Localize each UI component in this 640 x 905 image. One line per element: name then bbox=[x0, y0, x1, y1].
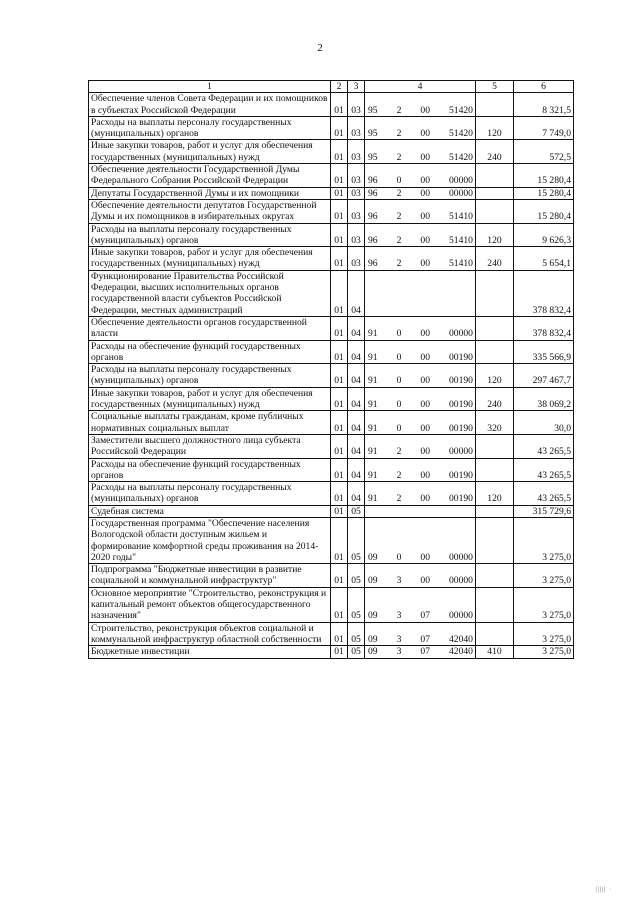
target-article-part-1: 95 bbox=[368, 104, 378, 116]
row-section-code: 01 bbox=[331, 587, 348, 622]
target-article-part-3: 00 bbox=[420, 493, 430, 505]
target-article-code-parts bbox=[365, 211, 475, 222]
target-article-part-3: 00 bbox=[420, 328, 430, 340]
row-section-code: 01 bbox=[331, 116, 348, 140]
row-amount: 3 275,0 bbox=[514, 517, 574, 563]
target-article-part-2: 3 bbox=[396, 575, 402, 587]
row-section-code: 01 bbox=[331, 482, 348, 506]
target-article-part-1: 95 bbox=[368, 151, 378, 163]
target-article-part-3: 00 bbox=[420, 446, 430, 458]
row-name: Обеспечение членов Совета Федерации и их помощников в субъектах Российской Федерации bbox=[89, 93, 331, 117]
row-expense-type-code: 120 bbox=[476, 223, 514, 247]
target-article-part-2: 2 bbox=[396, 104, 402, 116]
row-expense-type-code bbox=[476, 434, 514, 458]
target-article-part-3: 00 bbox=[420, 422, 430, 434]
target-article-part-4: 00000 bbox=[448, 610, 473, 622]
target-article-part-2: 2 bbox=[396, 211, 402, 223]
target-article-part-2: 3 bbox=[396, 646, 402, 658]
row-subsection-code: 03 bbox=[348, 116, 365, 140]
target-article-part-2: 2 bbox=[396, 469, 402, 481]
row-target-article-code bbox=[365, 622, 476, 646]
row-section-code: 01 bbox=[331, 646, 348, 658]
target-article-part-4: 42040 bbox=[448, 646, 473, 658]
table-row bbox=[89, 223, 574, 247]
target-article-code-parts bbox=[365, 634, 475, 645]
target-article-code-parts bbox=[365, 352, 475, 363]
row-subsection-code: 04 bbox=[348, 340, 365, 364]
target-article-code-parts bbox=[365, 552, 475, 563]
row-amount: 43 265,5 bbox=[514, 482, 574, 506]
row-target-article-code bbox=[365, 164, 476, 188]
row-subsection-code: 04 bbox=[348, 387, 365, 411]
row-amount: 315 729,6 bbox=[514, 505, 574, 517]
row-amount: 38 069,2 bbox=[514, 387, 574, 411]
row-target-article-code bbox=[365, 434, 476, 458]
row-target-article-code bbox=[365, 364, 476, 388]
row-name: Иные закупки товаров, работ и услуг для обеспечения государственных (муниципальных) нужд bbox=[89, 140, 331, 164]
row-subsection-code: 04 bbox=[348, 411, 365, 435]
row-amount: 43 265,5 bbox=[514, 434, 574, 458]
table-row bbox=[89, 587, 574, 622]
target-article-part-4: 42040 bbox=[448, 633, 473, 645]
row-expense-type-code bbox=[476, 587, 514, 622]
row-section-code: 01 bbox=[331, 387, 348, 411]
table-row bbox=[89, 434, 574, 458]
target-article-part-4: 00000 bbox=[448, 328, 473, 340]
target-article-code-parts bbox=[365, 235, 475, 246]
row-subsection-code: 04 bbox=[348, 364, 365, 388]
row-section-code: 01 bbox=[331, 316, 348, 340]
target-article-part-2: 0 bbox=[396, 175, 402, 187]
row-subsection-code: 03 bbox=[348, 164, 365, 188]
target-article-part-3: 00 bbox=[420, 104, 430, 116]
row-name: Расходы на обеспечение функций государственных органов bbox=[89, 340, 331, 364]
target-article-code-parts bbox=[365, 493, 475, 504]
row-target-article-code bbox=[365, 646, 476, 658]
header-col-1: 1 bbox=[89, 81, 331, 93]
target-article-part-3: 00 bbox=[420, 399, 430, 411]
target-article-part-2: 2 bbox=[396, 258, 402, 270]
target-article-code-parts bbox=[365, 328, 475, 339]
scan-mark: ||||| · bbox=[595, 887, 612, 893]
row-name: Расходы на обеспечение функций государственных органов bbox=[89, 458, 331, 482]
row-expense-type-code bbox=[476, 458, 514, 482]
target-article-code-parts bbox=[365, 399, 475, 410]
row-target-article-code bbox=[365, 564, 476, 588]
row-target-article-code bbox=[365, 116, 476, 140]
target-article-part-2: 0 bbox=[396, 375, 402, 387]
target-article-code-parts bbox=[365, 105, 475, 116]
target-article-part-4: 00000 bbox=[448, 551, 473, 563]
row-target-article-code bbox=[365, 482, 476, 506]
row-target-article-code bbox=[365, 340, 476, 364]
target-article-part-1: 09 bbox=[368, 646, 378, 658]
table-row bbox=[89, 387, 574, 411]
target-article-part-1: 96 bbox=[368, 175, 378, 187]
row-expense-type-code bbox=[476, 93, 514, 117]
table-row bbox=[89, 340, 574, 364]
target-article-part-4: 51420 bbox=[448, 104, 473, 116]
target-article-part-3: 00 bbox=[420, 151, 430, 163]
target-article-part-2: 2 bbox=[396, 128, 402, 140]
target-article-part-4: 00190 bbox=[448, 375, 473, 387]
row-name: Социальные выплаты гражданам, кроме публичных нормативных социальных выплат bbox=[89, 411, 331, 435]
row-subsection-code: 03 bbox=[348, 199, 365, 223]
target-article-part-2: 3 bbox=[396, 633, 402, 645]
row-expense-type-code: 240 bbox=[476, 140, 514, 164]
target-article-code-parts bbox=[365, 258, 475, 269]
row-target-article-code bbox=[365, 140, 476, 164]
row-section-code: 01 bbox=[331, 622, 348, 646]
table-row bbox=[89, 564, 574, 588]
header-col-3: 3 bbox=[348, 81, 365, 93]
row-name: Обеспечение деятельности органов государственной власти bbox=[89, 316, 331, 340]
target-article-part-3: 00 bbox=[420, 575, 430, 587]
row-subsection-code: 05 bbox=[348, 505, 365, 517]
row-expense-type-code bbox=[476, 340, 514, 364]
target-article-part-1: 96 bbox=[368, 234, 378, 246]
target-article-code-parts bbox=[365, 375, 475, 386]
row-subsection-code: 05 bbox=[348, 646, 365, 658]
header-col-6: 6 bbox=[514, 81, 574, 93]
target-article-part-4: 00190 bbox=[448, 493, 473, 505]
row-subsection-code: 04 bbox=[348, 270, 365, 316]
row-target-article-code bbox=[365, 458, 476, 482]
table-row bbox=[89, 411, 574, 435]
row-name: Расходы на выплаты персоналу государственных (муниципальных) органов bbox=[89, 482, 331, 506]
header-col-5: 5 bbox=[476, 81, 514, 93]
row-expense-type-code: 120 bbox=[476, 364, 514, 388]
row-amount: 335 566,9 bbox=[514, 340, 574, 364]
table-row bbox=[89, 458, 574, 482]
target-article-part-1: 91 bbox=[368, 493, 378, 505]
target-article-part-2: 0 bbox=[396, 351, 402, 363]
row-amount: 30,0 bbox=[514, 411, 574, 435]
target-article-part-2: 2 bbox=[396, 151, 402, 163]
row-section-code: 01 bbox=[331, 140, 348, 164]
row-target-article-code bbox=[365, 505, 476, 517]
row-expense-type-code bbox=[476, 187, 514, 199]
target-article-part-2: 3 bbox=[396, 610, 402, 622]
row-amount: 9 626,3 bbox=[514, 223, 574, 247]
row-target-article-code bbox=[365, 411, 476, 435]
row-amount: 5 654,1 bbox=[514, 247, 574, 271]
table-row bbox=[89, 116, 574, 140]
row-section-code: 01 bbox=[331, 93, 348, 117]
target-article-part-1: 96 bbox=[368, 211, 378, 223]
table-row bbox=[89, 199, 574, 223]
row-subsection-code: 04 bbox=[348, 316, 365, 340]
row-amount: 378 832,4 bbox=[514, 270, 574, 316]
target-article-code-parts bbox=[365, 152, 475, 163]
table-row bbox=[89, 505, 574, 517]
target-article-part-1: 91 bbox=[368, 375, 378, 387]
target-article-part-2: 0 bbox=[396, 399, 402, 411]
row-name: Расходы на выплаты персоналу государственных (муниципальных) органов bbox=[89, 223, 331, 247]
row-subsection-code: 04 bbox=[348, 458, 365, 482]
row-subsection-code: 04 bbox=[348, 434, 365, 458]
row-subsection-code: 05 bbox=[348, 564, 365, 588]
target-article-part-4: 00190 bbox=[448, 399, 473, 411]
target-article-part-2: 2 bbox=[396, 446, 402, 458]
row-target-article-code bbox=[365, 270, 476, 316]
table-row bbox=[89, 140, 574, 164]
row-expense-type-code bbox=[476, 622, 514, 646]
row-name: Расходы на выплаты персоналу государственных (муниципальных) органов bbox=[89, 364, 331, 388]
row-section-code: 01 bbox=[331, 564, 348, 588]
table-row bbox=[89, 364, 574, 388]
target-article-part-3: 07 bbox=[420, 646, 430, 658]
target-article-part-4: 51420 bbox=[448, 128, 473, 140]
target-article-code-parts bbox=[365, 610, 475, 621]
row-section-code: 01 bbox=[331, 247, 348, 271]
target-article-part-1: 96 bbox=[368, 187, 378, 199]
row-expense-type-code: 240 bbox=[476, 387, 514, 411]
row-name: Иные закупки товаров, работ и услуг для обеспечения государственных (муниципальных) нужд bbox=[89, 387, 331, 411]
row-target-article-code bbox=[365, 587, 476, 622]
target-article-part-4: 00190 bbox=[448, 422, 473, 434]
row-target-article-code bbox=[365, 247, 476, 271]
table-row bbox=[89, 187, 574, 199]
table-row bbox=[89, 646, 574, 658]
row-expense-type-code bbox=[476, 505, 514, 517]
row-name: Судебная система bbox=[89, 505, 331, 517]
row-name: Функционирование Правительства Российской Федерации, высших исполнительных органов государственной власти субъектов Российской Федерации, местных администраций bbox=[89, 270, 331, 316]
target-article-part-3: 00 bbox=[420, 469, 430, 481]
row-target-article-code bbox=[365, 387, 476, 411]
row-section-code: 01 bbox=[331, 223, 348, 247]
row-expense-type-code: 240 bbox=[476, 247, 514, 271]
row-section-code: 01 bbox=[331, 364, 348, 388]
row-amount: 297 467,7 bbox=[514, 364, 574, 388]
row-subsection-code: 03 bbox=[348, 223, 365, 247]
target-article-part-2: 0 bbox=[396, 551, 402, 563]
target-article-part-3: 00 bbox=[420, 258, 430, 270]
target-article-part-1: 96 bbox=[368, 258, 378, 270]
target-article-part-4: 00000 bbox=[448, 575, 473, 587]
target-article-part-4: 51410 bbox=[448, 234, 473, 246]
row-name: Бюджетные инвестиции bbox=[89, 646, 331, 658]
target-article-part-3: 00 bbox=[420, 128, 430, 140]
target-article-code-parts bbox=[365, 575, 475, 586]
table-row bbox=[89, 316, 574, 340]
target-article-part-3: 00 bbox=[420, 551, 430, 563]
row-name: Расходы на выплаты персоналу государственных (муниципальных) органов bbox=[89, 116, 331, 140]
target-article-part-4: 51410 bbox=[448, 258, 473, 270]
target-article-part-4: 51410 bbox=[448, 211, 473, 223]
row-subsection-code: 05 bbox=[348, 587, 365, 622]
row-amount: 15 280,4 bbox=[514, 164, 574, 188]
row-target-article-code bbox=[365, 187, 476, 199]
row-section-code: 01 bbox=[331, 505, 348, 517]
target-article-part-3: 00 bbox=[420, 351, 430, 363]
row-subsection-code: 03 bbox=[348, 247, 365, 271]
target-article-part-1: 91 bbox=[368, 351, 378, 363]
row-section-code: 01 bbox=[331, 517, 348, 563]
row-amount: 8 321,5 bbox=[514, 93, 574, 117]
row-amount: 3 275,0 bbox=[514, 564, 574, 588]
row-expense-type-code: 320 bbox=[476, 411, 514, 435]
row-expense-type-code bbox=[476, 270, 514, 316]
row-expense-type-code bbox=[476, 316, 514, 340]
row-name: Основное мероприятие "Строительство, реконструкция и капитальный ремонт объектов общегосударственного назначения" bbox=[89, 587, 331, 622]
table-row bbox=[89, 270, 574, 316]
row-section-code: 01 bbox=[331, 458, 348, 482]
table-row bbox=[89, 93, 574, 117]
table-header-row bbox=[89, 81, 574, 93]
target-article-part-4: 00000 bbox=[448, 446, 473, 458]
target-article-part-1: 09 bbox=[368, 575, 378, 587]
target-article-part-1: 09 bbox=[368, 633, 378, 645]
target-article-part-4: 51420 bbox=[448, 151, 473, 163]
row-expense-type-code: 120 bbox=[476, 116, 514, 140]
target-article-part-4: 00190 bbox=[448, 351, 473, 363]
row-name: Заместители высшего должностного лица субъекта Российской Федерации bbox=[89, 434, 331, 458]
target-article-part-3: 00 bbox=[420, 234, 430, 246]
row-section-code: 01 bbox=[331, 411, 348, 435]
row-subsection-code: 04 bbox=[348, 482, 365, 506]
target-article-part-1: 09 bbox=[368, 551, 378, 563]
row-subsection-code: 05 bbox=[348, 517, 365, 563]
target-article-part-1: 91 bbox=[368, 422, 378, 434]
target-article-part-4: 00000 bbox=[448, 187, 473, 199]
row-target-article-code bbox=[365, 199, 476, 223]
table-row bbox=[89, 622, 574, 646]
row-name: Обеспечение деятельности депутатов Государственной Думы и их помощников в избирательных округах bbox=[89, 199, 331, 223]
target-article-part-3: 00 bbox=[420, 187, 430, 199]
target-article-code-parts bbox=[365, 446, 475, 457]
target-article-part-4: 00000 bbox=[448, 175, 473, 187]
target-article-part-1: 95 bbox=[368, 128, 378, 140]
target-article-code-parts bbox=[365, 175, 475, 186]
target-article-code-parts bbox=[365, 423, 475, 434]
row-section-code: 01 bbox=[331, 434, 348, 458]
row-name: Строительство, реконструкция объектов социальной и коммунальной инфраструктур областной собственности bbox=[89, 622, 331, 646]
target-article-part-3: 00 bbox=[420, 211, 430, 223]
row-amount: 378 832,4 bbox=[514, 316, 574, 340]
header-col-2: 2 bbox=[331, 81, 348, 93]
row-expense-type-code bbox=[476, 199, 514, 223]
row-amount: 15 280,4 bbox=[514, 199, 574, 223]
target-article-code-parts bbox=[365, 470, 475, 481]
target-article-part-4: 00190 bbox=[448, 469, 473, 481]
row-subsection-code: 03 bbox=[348, 140, 365, 164]
target-article-part-1: 91 bbox=[368, 469, 378, 481]
row-section-code: 01 bbox=[331, 270, 348, 316]
budget-table bbox=[88, 80, 574, 659]
header-col-4: 4 bbox=[365, 81, 476, 93]
row-expense-type-code bbox=[476, 517, 514, 563]
target-article-part-2: 2 bbox=[396, 234, 402, 246]
row-amount: 3 275,0 bbox=[514, 587, 574, 622]
row-section-code: 01 bbox=[331, 164, 348, 188]
row-amount: 3 275,0 bbox=[514, 646, 574, 658]
row-amount: 15 280,4 bbox=[514, 187, 574, 199]
row-target-article-code bbox=[365, 517, 476, 563]
target-article-code-parts bbox=[365, 128, 475, 139]
row-name: Иные закупки товаров, работ и услуг для обеспечения государственных (муниципальных) нужд bbox=[89, 247, 331, 271]
target-article-part-3: 00 bbox=[420, 375, 430, 387]
row-target-article-code bbox=[365, 93, 476, 117]
target-article-part-3: 00 bbox=[420, 175, 430, 187]
target-article-part-1: 09 bbox=[368, 610, 378, 622]
row-expense-type-code: 410 bbox=[476, 646, 514, 658]
row-expense-type-code: 120 bbox=[476, 482, 514, 506]
target-article-part-3: 07 bbox=[420, 610, 430, 622]
row-target-article-code bbox=[365, 223, 476, 247]
target-article-part-2: 2 bbox=[396, 187, 402, 199]
table-row bbox=[89, 164, 574, 188]
target-article-part-2: 0 bbox=[396, 422, 402, 434]
row-section-code: 01 bbox=[331, 199, 348, 223]
row-name: Подпрограмма "Бюджетные инвестиции в развитие социальной и коммунальной инфраструктур" bbox=[89, 564, 331, 588]
row-subsection-code: 05 bbox=[348, 622, 365, 646]
row-name: Государственная программа "Обеспечение населения Вологодской области доступным жильем и формирование комфортной среды проживания на 2014-2020 годы" bbox=[89, 517, 331, 563]
target-article-code-parts bbox=[365, 188, 475, 199]
row-section-code: 01 bbox=[331, 340, 348, 364]
row-expense-type-code bbox=[476, 164, 514, 188]
row-section-code: 01 bbox=[331, 187, 348, 199]
row-subsection-code: 03 bbox=[348, 93, 365, 117]
row-target-article-code bbox=[365, 316, 476, 340]
row-amount: 3 275,0 bbox=[514, 622, 574, 646]
target-article-part-1: 91 bbox=[368, 328, 378, 340]
row-expense-type-code bbox=[476, 564, 514, 588]
target-article-part-3: 07 bbox=[420, 633, 430, 645]
row-name: Депутаты Государственной Думы и их помощники bbox=[89, 187, 331, 199]
target-article-part-1: 91 bbox=[368, 446, 378, 458]
page-number: 2 bbox=[317, 42, 323, 54]
target-article-part-1: 91 bbox=[368, 399, 378, 411]
table-row bbox=[89, 482, 574, 506]
table-row bbox=[89, 517, 574, 563]
row-amount: 7 749,0 bbox=[514, 116, 574, 140]
row-name: Обеспечение деятельности Государственной Думы Федерального Собрания Российской Федерации bbox=[89, 164, 331, 188]
row-amount: 43 265,5 bbox=[514, 458, 574, 482]
target-article-code-parts bbox=[365, 646, 475, 657]
target-article-part-2: 2 bbox=[396, 493, 402, 505]
row-subsection-code: 03 bbox=[348, 187, 365, 199]
row-amount: 572,5 bbox=[514, 140, 574, 164]
target-article-part-2: 0 bbox=[396, 328, 402, 340]
table-row bbox=[89, 247, 574, 271]
